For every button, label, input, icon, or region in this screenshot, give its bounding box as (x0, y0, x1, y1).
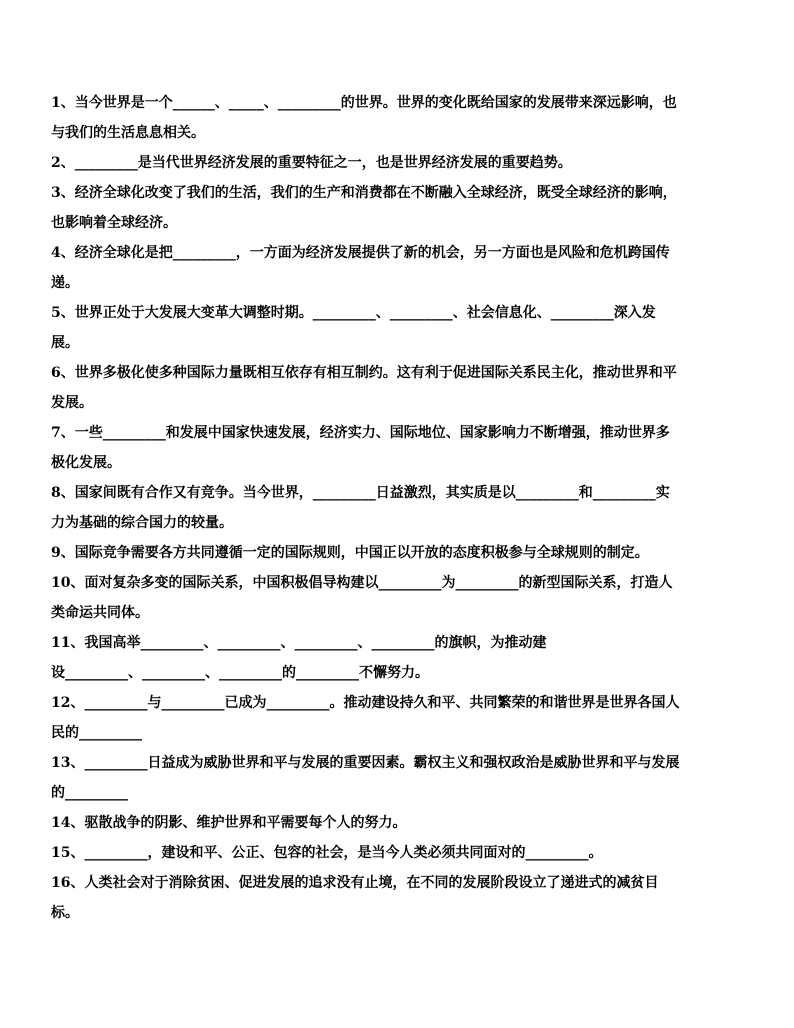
text-line: 15、_________，建设和平、公正、包容的社会，是当今人类必须共同面对的_________。 (51, 845, 603, 861)
text-line: 9、国际竞争需要各方共同遵循一定的国际规则，中国正以开放的态度积极参与全球规则的制定。 (51, 545, 649, 561)
text-line: 极化发展。 (51, 455, 121, 471)
text-line: 民的_________ (51, 725, 142, 741)
text-line: 的_________ (51, 785, 128, 801)
text-line: 也影响着全球经济。 (51, 215, 177, 231)
question-list (51, 88, 751, 928)
text-line: 发展。 (51, 395, 93, 411)
text-line: 4、经济全球化是把_________，一方面为经济发展提供了新的机会，另一方面也是风险和危机跨国传 (51, 245, 670, 261)
text-line: 16、人类社会对于消除贫困、促进发展的追求没有止境，在不同的发展阶段设立了递进式的减贫目 (51, 875, 659, 891)
text-line: 8、国家间既有合作又有竞争。当今世界，_________日益激烈，其实质是以_________和_________实 (51, 485, 670, 501)
text-line: 类命运共同体。 (51, 605, 149, 621)
text-line: 14、驱散战争的阴影、维护世界和平需要每个人的努力。 (51, 815, 407, 831)
text-line: 递。 (51, 275, 79, 291)
text-line: 11、我国高举_________、_________、_________、_________的旗帜，为推动建 (51, 635, 547, 651)
text-line: 10、面对复杂多变的国际关系，中国积极倡导构建以_________为_________的新型国际关系，打造人 (51, 575, 673, 591)
text-line: 展。 (51, 335, 79, 351)
text-line: 设_________、_________、_________的_________不懈努力。 (51, 665, 429, 681)
text-line: 7、一些_________和发展中国家快速发展，经济实力、国际地位、国家影响力不断增强，推动世界多 (51, 425, 670, 441)
text-line: 标。 (51, 905, 79, 921)
text-line: 力为基础的综合国力的较量。 (51, 515, 233, 531)
text-line: 2、_________是当代世界经济发展的重要特征之一，也是世界经济发展的重要趋势。 (51, 155, 572, 171)
text-line: 6、世界多极化使多种国际力量既相互依存有相互制约。这有利于促进国际关系民主化，推动世界和平 (51, 365, 677, 381)
text-line: 12、_________与_________已成为_________。推动建设持久和平、共同繁荣的和谐世界是世界各国人 (51, 695, 680, 711)
text-line: 与我们的生活息息相关。 (51, 125, 205, 141)
text-line: 3、经济全球化改变了我们的生活，我们的生产和消费都在不断融入全球经济，既受全球经济的影响， (51, 185, 677, 201)
text-line: 5、世界正处于大发展大变革大调整时期。_________、_________、社会信息化、_________深入发 (51, 305, 656, 321)
text-line: 1、当今世界是一个______、_____、_________的世界。世界的变化既给国家的发展带来深远影响，也 (51, 95, 677, 111)
text-line: 13、_________日益成为威胁世界和平与发展的重要因素。霸权主义和强权政治是威胁世界和平与发展 (51, 755, 680, 771)
